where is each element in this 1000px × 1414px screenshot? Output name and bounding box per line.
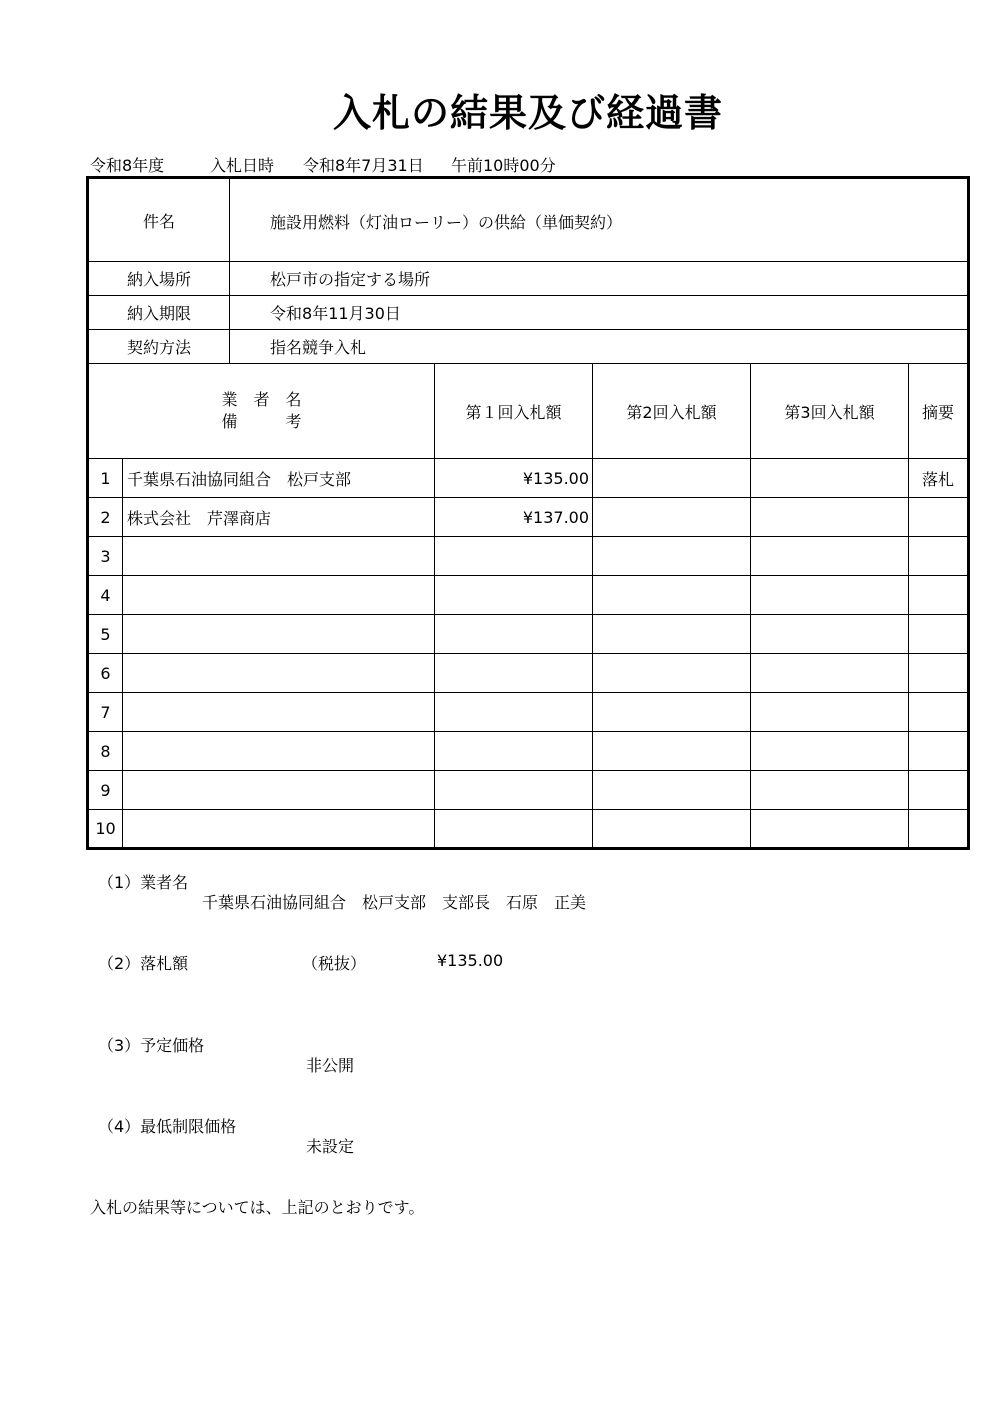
bid2-amount xyxy=(593,771,751,810)
vendor-name xyxy=(123,615,435,654)
row-number: 9 xyxy=(88,771,123,810)
table-row xyxy=(88,732,969,771)
note-planned-label: （3）予定価格 xyxy=(98,1036,205,1055)
note-vendor-value: 千葉県石油協同組合 松戸支部 支部長 石原 正美 xyxy=(202,893,587,912)
note-vendor-label: （1）業者名 xyxy=(98,873,189,892)
table-row xyxy=(88,576,969,615)
vendor-name xyxy=(123,810,435,849)
bid3-amount xyxy=(751,810,909,849)
subject-label: 件名 xyxy=(88,178,230,262)
bid2-header: 第2回入札額 xyxy=(593,364,751,459)
document-title: 入札の結果及び経過書 xyxy=(332,91,723,135)
bid3-amount xyxy=(751,693,909,732)
row-number: 1 xyxy=(88,459,123,498)
note-min-value: 未設定 xyxy=(306,1137,355,1156)
bid-date: 令和8年7月31日 xyxy=(303,156,424,175)
row-number: 7 xyxy=(88,693,123,732)
vendor-name xyxy=(123,732,435,771)
remark xyxy=(909,498,969,537)
remark: 落札 xyxy=(909,459,969,498)
row-number: 5 xyxy=(88,615,123,654)
bid1-amount xyxy=(435,576,593,615)
remark xyxy=(909,810,969,849)
bid1-amount xyxy=(435,537,593,576)
bid1-amount xyxy=(435,654,593,693)
bid1-amount xyxy=(435,693,593,732)
bid1-amount xyxy=(435,771,593,810)
bid2-amount xyxy=(593,498,751,537)
bid1-amount xyxy=(435,732,593,771)
table-row xyxy=(88,537,969,576)
vendor-name xyxy=(123,771,435,810)
datetime-label: 入札日時 xyxy=(210,156,275,175)
note-planned-value: 非公開 xyxy=(306,1056,355,1075)
row-number: 2 xyxy=(88,498,123,537)
note-amount-label: （2）落札額 xyxy=(98,954,189,973)
vendor-header xyxy=(88,364,435,459)
remark xyxy=(909,771,969,810)
row-number: 10 xyxy=(88,810,123,849)
table-row xyxy=(88,810,969,849)
bid1-amount: ¥135.00 xyxy=(435,459,593,498)
table-row xyxy=(88,459,969,498)
bid2-amount xyxy=(593,810,751,849)
bid2-amount xyxy=(593,654,751,693)
bid2-amount xyxy=(593,693,751,732)
bid-table xyxy=(86,176,970,850)
bid2-amount xyxy=(593,537,751,576)
fiscal-year: 令和8年度 xyxy=(90,156,165,175)
vendor-header-line2: 備 考 xyxy=(221,412,302,431)
row-number: 3 xyxy=(88,537,123,576)
remark xyxy=(909,732,969,771)
bid3-amount xyxy=(751,537,909,576)
table-row xyxy=(88,693,969,732)
bid2-amount xyxy=(593,732,751,771)
bid1-amount xyxy=(435,615,593,654)
vendor-name xyxy=(123,537,435,576)
deadline-value: 令和8年11月30日 xyxy=(230,296,969,330)
bid2-amount xyxy=(593,576,751,615)
bid3-amount xyxy=(751,459,909,498)
vendor-name xyxy=(123,654,435,693)
table-row xyxy=(88,615,969,654)
vendor-name xyxy=(123,693,435,732)
remark xyxy=(909,576,969,615)
bid3-amount xyxy=(751,498,909,537)
row-number: 6 xyxy=(88,654,123,693)
bid3-header: 第3回入札額 xyxy=(751,364,909,459)
subject-value: 施設用燃料（灯油ローリー）の供給（単価契約） xyxy=(230,178,969,262)
remark xyxy=(909,537,969,576)
table-row xyxy=(88,771,969,810)
deadline-label: 納入期限 xyxy=(88,296,230,330)
remark xyxy=(909,654,969,693)
bid1-header: 第１回入札額 xyxy=(435,364,593,459)
bid3-amount xyxy=(751,576,909,615)
bid1-amount: ¥137.00 xyxy=(435,498,593,537)
bid-time: 午前10時00分 xyxy=(451,156,556,175)
method-label: 契約方法 xyxy=(88,330,230,364)
bid3-amount xyxy=(751,615,909,654)
note-amount-tax: （税抜） xyxy=(302,954,367,973)
vendor-name xyxy=(123,576,435,615)
bid3-amount xyxy=(751,654,909,693)
place-label: 納入場所 xyxy=(88,262,230,296)
vendor-header-line1: 業 者 名 xyxy=(221,390,302,409)
table-row xyxy=(88,498,969,537)
vendor-name: 株式会社 芹澤商店 xyxy=(123,498,435,537)
bid1-amount xyxy=(435,810,593,849)
note-min-label: （4）最低制限価格 xyxy=(98,1117,237,1136)
row-number: 4 xyxy=(88,576,123,615)
remark xyxy=(909,693,969,732)
row-number: 8 xyxy=(88,732,123,771)
bid2-amount xyxy=(593,615,751,654)
remarks-header: 摘要 xyxy=(909,364,969,459)
bid2-amount xyxy=(593,459,751,498)
bid3-amount xyxy=(751,771,909,810)
note-amount-value: ¥135.00 xyxy=(437,951,504,970)
bid3-amount xyxy=(751,732,909,771)
remark xyxy=(909,615,969,654)
closing-text: 入札の結果等については、上記のとおりです。 xyxy=(90,1198,425,1217)
place-value: 松戸市の指定する場所 xyxy=(230,262,969,296)
method-value: 指名競争入札 xyxy=(230,330,969,364)
table-row xyxy=(88,654,969,693)
vendor-name: 千葉県石油協同組合 松戸支部 xyxy=(123,459,435,498)
